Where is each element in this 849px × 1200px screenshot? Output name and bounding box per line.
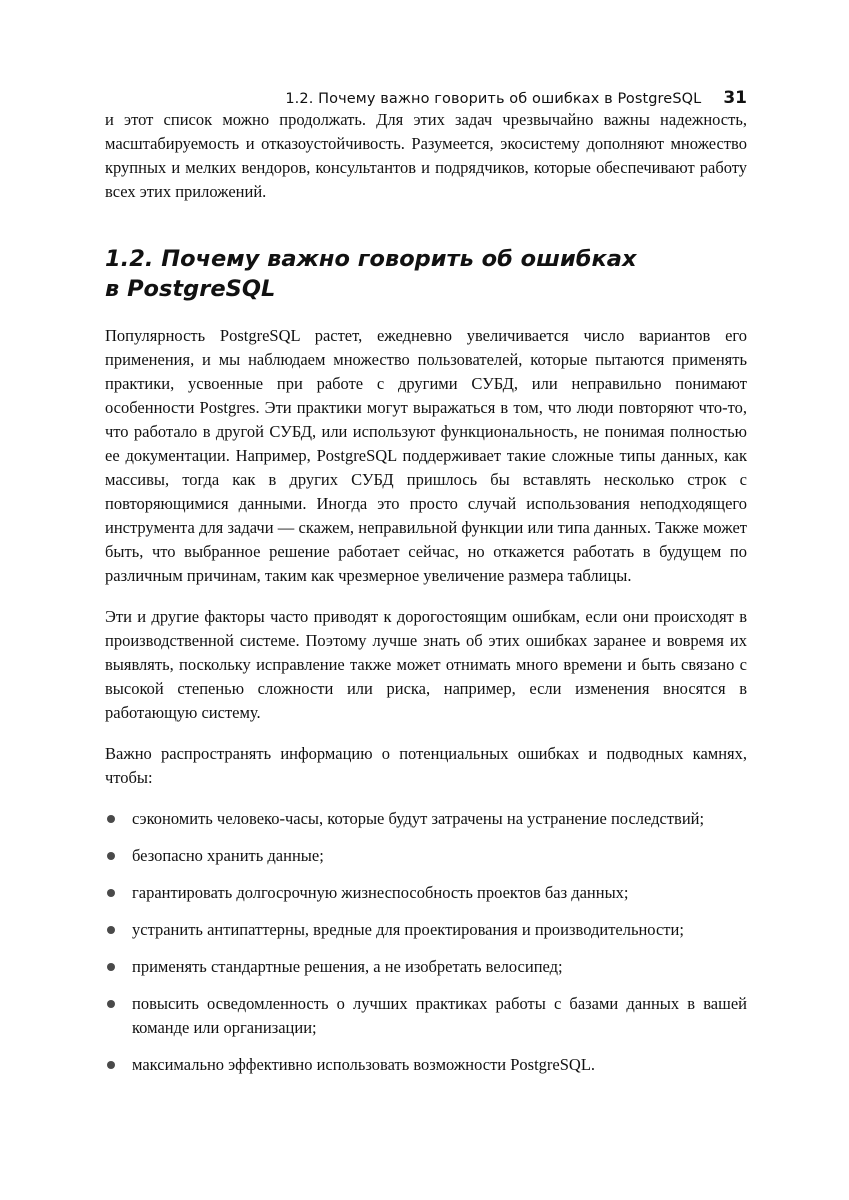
bullet-item xyxy=(105,807,747,831)
bullet-item xyxy=(105,844,747,868)
bullet-dot-icon xyxy=(107,963,115,971)
section-heading-line2: в PostgreSQL xyxy=(105,276,276,302)
paragraph: Эти и другие факторы часто приводят к дорогостоящим ошибкам, если они происходят в производственной системе. Поэтому лучше знать об этих ошибках заранее и вовремя их выявлять, поскольку исправление также может отнимать много времени и быть связано с высокой степенью сложности или риска, например, если изменения вносятся в работающую систему. xyxy=(105,607,747,722)
page-number: 31 xyxy=(723,88,747,108)
bullet-text: устранить антипаттерны, вредные для проектирования и производительности; xyxy=(132,920,684,939)
running-header-title: 1.2. Почему важно говорить об ошибках в PostgreSQL xyxy=(285,91,702,107)
bullet-item xyxy=(105,1053,747,1077)
bullet-item xyxy=(105,992,747,1040)
bullet-item xyxy=(105,918,747,942)
bullet-item xyxy=(105,955,747,979)
bullet-text: применять стандартные решения, а не изобретать велосипед; xyxy=(132,957,563,976)
bullet-dot-icon xyxy=(107,815,115,823)
running-header xyxy=(105,88,747,108)
section-heading xyxy=(105,244,747,304)
bullet-dot-icon xyxy=(107,926,115,934)
bullet-text: гарантировать долгосрочную жизнеспособность проектов баз данных; xyxy=(132,883,629,902)
bullet-text: сэкономить человеко-часы, которые будут затрачены на устранение последствий; xyxy=(132,809,705,828)
paragraph: Важно распространять информацию о потенциальных ошибках и подводных камнях, чтобы: xyxy=(105,744,747,787)
bullet-item xyxy=(105,881,747,905)
bullet-text: максимально эффективно использовать возможности PostgreSQL. xyxy=(132,1055,596,1074)
bullet-text: безопасно хранить данные; xyxy=(132,846,324,865)
bullet-dot-icon xyxy=(107,852,115,860)
bullet-text: повысить осведомленность о лучших практиках работы с базами данных в вашей команде или организации; xyxy=(132,994,747,1037)
book-page xyxy=(105,0,747,1090)
paragraph: Популярность PostgreSQL растет, ежедневно увеличивается число вариантов его применения, и мы наблюдаем множество пользователей, которые пытаются применять практики, усвоенные при работе с другими СУБД, или неправильно понимают особенности Postgres. Эти практики могут выражаться в том, что люди повторяют что-то, что работало в другой СУБД, или используют функциональность, не понимая полностью ее документации. Например, PostgreSQL поддерживает такие сложные типы данных, как массивы, тогда как в других СУБД пришлось бы вставлять несколько строк с повторяющимися данными. Иногда это просто случай использования неподходящего инструмента для задачи — скажем, неправильной функции или типа данных. Также может быть, что выбранное решение работает сейчас, но откажется работать в будущем по различным причинам, таким как чрезмерное увеличение размера таблицы. xyxy=(105,326,747,585)
section-heading-line1: 1.2. Почему важно говорить об ошибках xyxy=(105,246,637,272)
bullet-list xyxy=(105,807,747,1077)
bullet-dot-icon xyxy=(107,1061,115,1069)
intro-paragraph: и этот список можно продолжать. Для этих задач чрезвычайно важны надежность, масштабируемость и отказоустойчивость. Разумеется, экосистему дополняют множество крупных и мелких вендоров, консультантов и подрядчиков, которые обеспечивают работу всех этих приложений. xyxy=(105,110,747,201)
bullet-dot-icon xyxy=(107,1000,115,1008)
page-body xyxy=(105,108,747,1077)
bullet-dot-icon xyxy=(107,889,115,897)
